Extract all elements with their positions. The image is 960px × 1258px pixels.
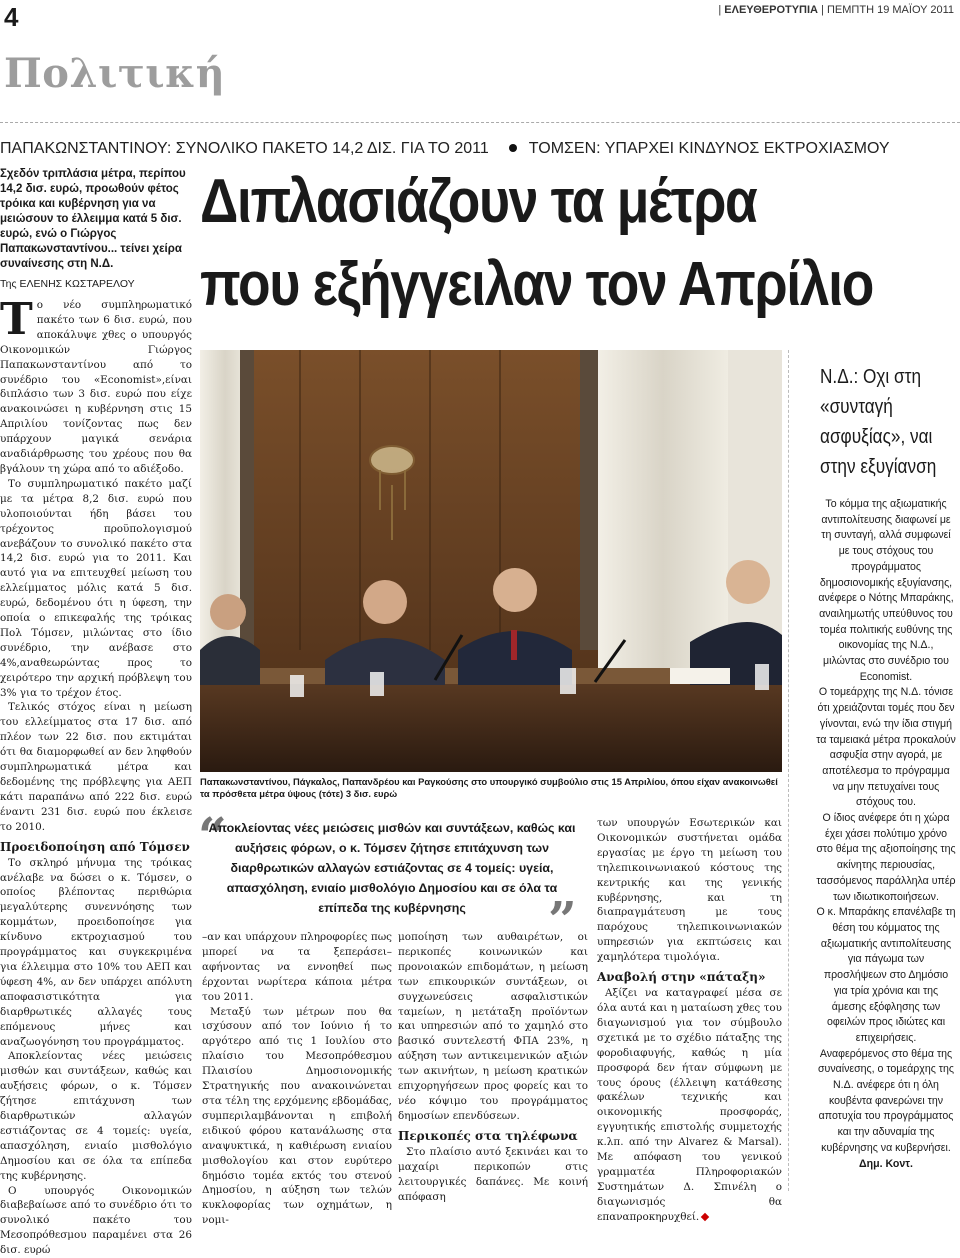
subheading: Αναβολή στην «πάταξη» bbox=[597, 970, 766, 985]
end-of-article-icon bbox=[701, 1212, 709, 1220]
sidebar-body bbox=[816, 497, 956, 1172]
paragraph: των υπουργών Εσωτερικών και Οικονομικών συστήνεται ομάδα εργασίας με έργο τη μείωση του τηλεπικοινωνιακού κόστους της κεντρικής και της γενικής κυβέρνησης, και τη διαπραγμάτευση με τους παρόχους τηλεπικοινωνιακών υπηρεσιών για εκπτώσεις και χαμηλότερα τιμολόγια. bbox=[597, 817, 782, 964]
byline: Της ΕΛΕΝΗΣ ΚΩΣΤΑΡΕΛΟΥ bbox=[0, 278, 135, 290]
issue-date: ΠΕΜΠΤΗ 19 ΜΑΪΟΥ 2011 bbox=[826, 4, 954, 16]
sidebar-paragraph: Ο ίδιος ανέφερε ότι η χώρα έχει χάσει πολύτιμο χρόνο στο θέμα της αξιοποίησης της ακίνητης περιουσίας, τασσόμενος παράλληλα υπέρ των ιδιωτικοποιήσεων. bbox=[816, 812, 956, 903]
section-title: Πολιτική bbox=[4, 50, 226, 97]
bullet-icon bbox=[509, 144, 517, 152]
photo-caption: Παπακωνσταντίνου, Πάγκαλος, Παπανδρέου και Ραγκούσης στο υπουργικό συμβούλιο στις 15 Απριλίου, όπου είχαν ανακοινωθεί τα πρόσθετα μέτρα ύψους (τότε) 3 δισ. ευρώ bbox=[200, 776, 778, 799]
open-quote-icon: “ bbox=[198, 806, 227, 865]
subheading: Περικοπές στα τηλέφωνα bbox=[398, 1128, 578, 1143]
standfirst: Σχεδόν τριπλάσια μέτρα, περίπου 14,2 δισ. ευρώ, προωθούν φέτος τρόικα και κυβέρνηση για να μειώσουν το έλλειμμα κατά 5 δισ. ευρώ, ενώ ο Γιώργος Παπακωνσταντίνου... τείνει χείρα συναίνεσης στη Ν.Δ. bbox=[0, 168, 186, 270]
headline-line-1: Διπλασιάζουν τα μέτρα bbox=[200, 167, 757, 236]
kicker-right-bold: ΤΟΜΣΕΝ: bbox=[528, 140, 601, 157]
kicker-left: ΣΥΝΟΛΙΚΟ ΠΑΚΕΤΟ 14,2 ΔΙΣ. ΓΙΑ ΤΟ 2011 bbox=[175, 140, 489, 157]
paragraph: Στο πλαίσιο αυτό ξεκινάει και το μαχαίρι περικοπών στις λειτουργικές δαπάνες. Με κοινή απόφαση bbox=[398, 1145, 588, 1203]
paragraph: Μεταξύ των μέτρων που θα ισχύσουν από τον Ιούνιο ή το αργότερο από τις 1 Ιουλίου στο πλαίσιο του Μεσοπρόθεσμου Πλαισίου Δημοσιονομικής Στρατηγικής που ανακοινώνεται στα τέλη της ερχόμενης εβδομάδας, συμπεριλαμβάνονται η επιβολή ειδικού φόρου κατανάλωσης στα αναψυκτικά, η καθιέρωση ενιαίου μισθολογίου και στον ευρύτερο δημόσιο τομέα εκτός του στενού Δημοσίου, η αύξηση των τελών κυκλοφορίας των οχημάτων, η νομι- bbox=[202, 1005, 392, 1227]
headline bbox=[200, 160, 874, 326]
article-column-4 bbox=[398, 930, 588, 1204]
masthead-info: | ΕΛΕΥΘΕΡΟΤΥΠΙΑ | ΠΕΜΠΤΗ 19 ΜΑΪΟΥ 2011 bbox=[718, 4, 954, 16]
kicker bbox=[0, 140, 960, 158]
newspaper-name: ΕΛΕΥΘΕΡΟΤΥΠΙΑ bbox=[724, 4, 818, 16]
paragraph: Τελικός στόχος είναι η μείωση του ελλείμματος στα 17 δισ. από πλέον των 22 δισ. που εκτιμάται ότι θα διαμορφωθεί αν δεν ληφθούν συμπληρωματικά μέτρα και δεδομένης της πρόβλεψης για ΑΕΠ κάτι παραπάνω από 222 δισ. ευρώ έναντι 231 δισ. ευρώ που έκλεισε το 2010. bbox=[0, 701, 192, 833]
paragraph: μοποίηση των αυθαιρέτων, οι περικοπές κοινωνικών και προνοιακών επιδομάτων, η μείωση των επικουρικών συντάξεων, οι συγχωνεύσεις ασφαλιστικών ταμείων, η μετάταξη προϊόντων και υπηρεσιών από το χαμηλό στο βασικό συντελεστή ΦΠΑ 23%, η αύξηση των αντικειμενικών αξιών των ακινήτων, η μείωση κρατικών επιχορηγήσεων προς φορείς και το νέο κόψιμο του προγράμματος δημοσίων επενδύσεων. bbox=[398, 931, 588, 1122]
sidebar-paragraph: Το κόμμα της αξιωματικής αντιπολίτευσης διαφωνεί με τη συνταγή, αλλά συμφωνεί με τους στόχους του προγράμματος δημοσιονομικής εξυγίανσης, ανέφερε ο Νότης Μπαράκης, αναιλημωτής υπεύθυνος του τομέα πολιτικής ευθύνης της οικονομίας της Ν.Δ., μιλώντας στο συνέδριο του Economist. bbox=[818, 498, 954, 683]
sidebar-paragraph: Αναφερόμενος στο θέμα της συναίνεσης, ο τομεάρχης της Ν.Δ. ανέφερε ότι η όλη κουβέντα φανερώνει την αποτυχία του προγράμματος και την αδυναμία της κυβέρνησης να κυβερνήσει. bbox=[818, 1047, 954, 1154]
kicker-right: ΥΠΑΡΧΕΙ ΚΙΝΔΥΝΟΣ ΕΚΤΡΟΧΙΑΣΜΟΥ bbox=[604, 140, 890, 157]
subheading: Προειδοποίηση από Τόμσεν bbox=[0, 839, 190, 854]
section-divider bbox=[0, 122, 960, 123]
sidebar-paragraph: Ο τομεάρχης της Ν.Δ. τόνισε ότι χρειάζονται τομές που δεν γίνονται, ενώ την ίδια στιγμή τα ταμειακά μέτρα προκαλούν ασφυξία στην αγορά, με αποτέλεσμα το πρόγραμμα να μην πετυχαίνει τους στόχους του. bbox=[816, 686, 956, 809]
article-column-3 bbox=[202, 930, 392, 1228]
paragraph: Το συμπληρωματικό πακέτο μαζί με τα μέτρα 8,2 δισ. ευρώ που υλοποιούνται ήδη βάσει του τρέχοντος προϋπολογισμού ανεβάζουν το συνολικό πακέτο στα 14,2 δισ. ευρώ για το 2011. Και αυτό για να επιτευχθεί μείωση του ελλείμματος μόλις κατά 5 δισ. ευρώ, δεδομένου ότι η ύφεση, την οποία ο επικεφαλής της τρόικας Πολ Τόμσεν, μιλώντας στο ίδιο συνέδριο, την ανέβασε στο 4%,αναθεωρώντας προς το χειρότερο την αρχική πρόβλεψη του 3% για το τρέχον έτος. bbox=[0, 477, 192, 699]
article-column-5 bbox=[597, 816, 782, 1225]
cabinet-meeting-photo bbox=[200, 350, 782, 772]
kicker-left-bold: ΠΑΠΑΚΩΝΣΤΑΝΤΙΝΟΥ: bbox=[0, 140, 172, 157]
sidebar-paragraph: Ο κ. Μπαράκης επανέλαβε τη θέση του κόμματος της αξιωματικής αντιπολίτευσης για πάγωμα των προσλήψεων στο Δημόσιο για τρία χρόνια και της άμεσης εξόφλησης των οφειλών προς ιδιώτες και επιχειρήσεις. bbox=[816, 906, 956, 1044]
paragraph: Το σκληρό μήνυμα της τρόικας ανέλαβε να δώσει ο κ. Τόμσεν, ο οποίος βλέποντας περιθώρια μεγαλύτερης συνεννόησης των κομμάτων, προειδοποίησε για κίνδυνο εκτροχιασμού του προγράμματος και συγκεκριμένα για έλλειμμα στο 10% του ΑΕΠ και ύφεση 4%, αν δεν υπάρχει απόλυτη αποφασιστικότητα για διαρθρωτικές αλλαγές τους επόμενους μήνες και αναζωογόνηση του προγράμματος. bbox=[0, 856, 192, 1048]
article-photo bbox=[200, 350, 782, 772]
paragraph: –αν και υπάρχουν πληροφορίες πως μπορεί να τα ξεπεράσει– αφήνοντας να εννοηθεί πως έρχονται νωρίτερα κάποια μέτρα του 2011. bbox=[202, 931, 392, 1003]
headline-line-2: που εξήγγειλαν τον Απρίλιο bbox=[200, 250, 874, 319]
pullquote: Αποκλείοντας νέες μειώσεις μισθών και συντάξεων, καθώς και αυξήσεις φόρων, ο κ. Τόμσεν ζήτησε επιτάχυνση των διαρθρωτικών αλλαγών εστιάζοντας σε 4 τομείς: υγεία, απασχόληση, ενιαίο μισθολόγιο Δημοσίου και σε όλα τα επίπεδα της κυβέρνησης bbox=[208, 821, 576, 915]
paragraph: Ο υπουργός Οικονομικών διαβεβαίωσε από το συνέδριο ότι το συνολικό πακέτο του Μεσοπρόθεσμου παραμένει στα 26 δισ. ευρώ bbox=[0, 1184, 192, 1257]
sidebar-title: Ν.Δ.: Οχι στη «συνταγή ασφυξίας», ναι στην εξυγίανση bbox=[820, 366, 937, 478]
paragraph: Αξίζει να καταγραφεί μέσα σε όλα αυτά και η ματαίωση χθες του διαγωνισμού για τον σύμβουλο σχετικά με το σχέδιο πάταξης της φοροδιαφυγής, καθώς η μία προσφορά δεν ήταν σύμφωνη με τους όρους (έλλειψη κατάθεσης φακέλων τεχνικής και οικονομικής προσφοράς, εγγυητικής επιστολής συμμετοχής κ.λπ. από την Alvarez & Marsal). Με απόφαση του γενικού γραμματέα Πληροφοριακών Συστημάτων Δ. Σπινέλη ο διαγωνισμός θα επαναπροκηρυχθεί. bbox=[597, 987, 782, 1223]
article-column-1 bbox=[0, 294, 192, 1258]
page-number: 4 bbox=[4, 2, 19, 32]
paragraph: Αποκλείοντας νέες μειώσεις μισθών και συντάξεων, καθώς και αυξήσεις φόρων, ο κ. Τόμσεν ζήτησε επιτάχυνση των διαρθρωτικών αλλαγών εστιάζοντας σε 4 τομείς: υγεία, απασχόληση, ενιαίο μισθολόγιο Δημοσίου και σε όλα τα επίπεδα της κυβέρνησης. bbox=[0, 1050, 192, 1182]
dropcap: Τ bbox=[0, 294, 33, 345]
close-quote-icon: ” bbox=[548, 890, 577, 949]
author-signature: Δημ. Κοντ. bbox=[859, 1157, 913, 1170]
paragraph: ο νέο συμπληρωματικό πακέτο των 6 δισ. ευρώ, που αποκάλυψε χθες ο υπουργός Οικονομικών Γιώργος Παπακωνσταντίνου από το συνέδριο του «Economist»,είναι διπλάσιο των 3 δισ. ευρώ που είχε ανακοινώσει η κυβέρνηση στις 15 Απριλίου τονίζοντας πως δεν υπάρχουν μαγικά σενάρια αναδιάρθρωσης του χρέους που θα βγάλουν τη χώρα από το αδιέξοδο. bbox=[0, 299, 192, 475]
